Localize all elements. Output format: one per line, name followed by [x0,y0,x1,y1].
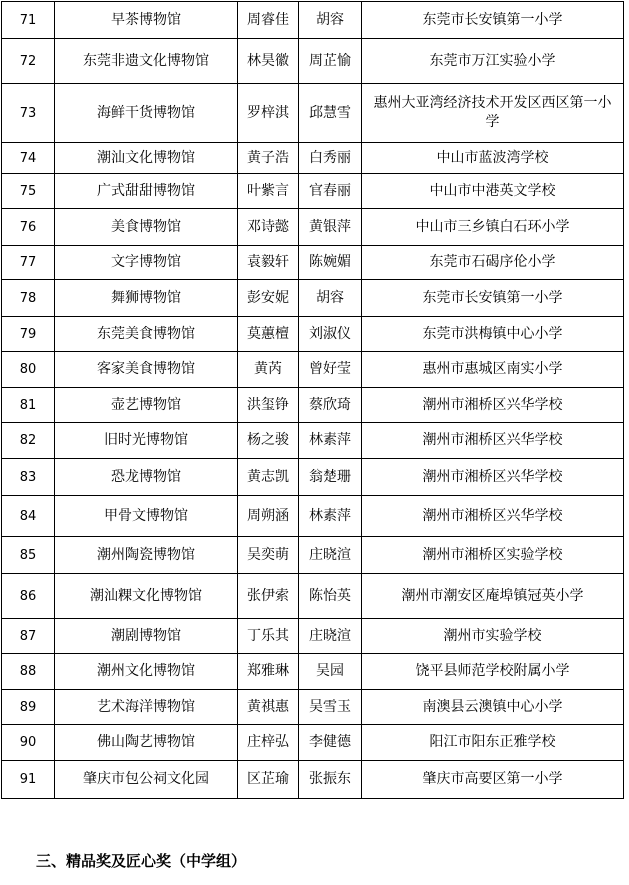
cell-museum-name: 旧时光博物馆 [55,423,238,459]
cell-teacher-name: 胡容 [299,2,362,39]
table-row [2,174,624,209]
cell-number: 71 [2,2,55,39]
cell-museum-name: 潮汕粿文化博物馆 [55,574,238,619]
cell-school-name: 中山市蓝波湾学校 [362,143,624,174]
award-list-table [1,1,624,799]
cell-number: 84 [2,496,55,537]
table-row [2,619,624,654]
cell-museum-name: 甲骨文博物馆 [55,496,238,537]
cell-museum-name: 客家美食博物馆 [55,352,238,388]
table-row [2,725,624,761]
cell-museum-name: 艺术海洋博物馆 [55,690,238,725]
cell-number: 73 [2,84,55,143]
cell-museum-name: 广式甜甜博物馆 [55,174,238,209]
cell-museum-name: 东莞美食博物馆 [55,317,238,352]
cell-number: 82 [2,423,55,459]
cell-student-name: 莫蕙檀 [238,317,299,352]
cell-museum-name: 壶艺博物馆 [55,388,238,423]
table-row [2,459,624,496]
cell-school-name: 东莞市万江实验小学 [362,39,624,84]
cell-number: 91 [2,761,55,799]
cell-student-name: 林昊徽 [238,39,299,84]
cell-school-name: 潮州市湘桥区兴华学校 [362,423,624,459]
table-row [2,209,624,246]
cell-teacher-name: 周芷愉 [299,39,362,84]
cell-school-name: 潮州市湘桥区兴华学校 [362,459,624,496]
cell-student-name: 丁乐其 [238,619,299,654]
cell-number: 88 [2,654,55,690]
cell-teacher-name: 官春丽 [299,174,362,209]
cell-teacher-name: 胡容 [299,280,362,317]
table-row [2,2,624,39]
cell-school-name: 东莞市长安镇第一小学 [362,280,624,317]
table-row [2,143,624,174]
cell-teacher-name: 白秀丽 [299,143,362,174]
cell-number: 79 [2,317,55,352]
cell-number: 78 [2,280,55,317]
cell-school-name: 潮州市潮安区庵埠镇冠英小学 [362,574,624,619]
cell-teacher-name: 林素萍 [299,423,362,459]
cell-school-name: 惠州市惠城区南实小学 [362,352,624,388]
cell-school-name: 中山市三乡镇白石环小学 [362,209,624,246]
cell-number: 86 [2,574,55,619]
section-heading: 三、精品奖及匠心奖（中学组） [36,852,247,870]
cell-number: 75 [2,174,55,209]
table-row [2,761,624,799]
table-row [2,280,624,317]
cell-teacher-name: 庄晓渲 [299,619,362,654]
table-row [2,574,624,619]
cell-number: 74 [2,143,55,174]
cell-student-name: 黄芮 [238,352,299,388]
table-row [2,352,624,388]
cell-number: 83 [2,459,55,496]
cell-museum-name: 佛山陶艺博物馆 [55,725,238,761]
cell-student-name: 彭安妮 [238,280,299,317]
cell-student-name: 邓诗懿 [238,209,299,246]
table-row [2,246,624,280]
cell-student-name: 区芷瑜 [238,761,299,799]
cell-school-name: 东莞市洪梅镇中心小学 [362,317,624,352]
cell-student-name: 张伊索 [238,574,299,619]
cell-teacher-name: 李健德 [299,725,362,761]
cell-museum-name: 美食博物馆 [55,209,238,246]
cell-number: 87 [2,619,55,654]
cell-school-name: 东莞市长安镇第一小学 [362,2,624,39]
cell-museum-name: 文字博物馆 [55,246,238,280]
table-row [2,654,624,690]
cell-museum-name: 潮剧博物馆 [55,619,238,654]
cell-teacher-name: 庄晓渲 [299,537,362,574]
table-row [2,317,624,352]
cell-number: 85 [2,537,55,574]
cell-school-name: 肇庆市高要区第一小学 [362,761,624,799]
cell-school-name: 中山市中港英文学校 [362,174,624,209]
cell-school-name: 潮州市湘桥区兴华学校 [362,496,624,537]
cell-number: 80 [2,352,55,388]
cell-number: 81 [2,388,55,423]
table-row [2,423,624,459]
cell-student-name: 黄子浩 [238,143,299,174]
cell-teacher-name: 吴雪玉 [299,690,362,725]
cell-teacher-name: 黄银萍 [299,209,362,246]
cell-teacher-name: 翁楚珊 [299,459,362,496]
cell-number: 72 [2,39,55,84]
cell-teacher-name: 蔡欣琦 [299,388,362,423]
cell-student-name: 黄祺惠 [238,690,299,725]
cell-number: 90 [2,725,55,761]
table-row [2,39,624,84]
cell-student-name: 黄志凯 [238,459,299,496]
cell-teacher-name: 邱慧雪 [299,84,362,143]
cell-museum-name: 肇庆市包公祠文化园 [55,761,238,799]
cell-school-name: 潮州市实验学校 [362,619,624,654]
cell-student-name: 周朔涵 [238,496,299,537]
table-row [2,388,624,423]
cell-museum-name: 恐龙博物馆 [55,459,238,496]
cell-teacher-name: 林素萍 [299,496,362,537]
cell-school-name: 饶平县师范学校附属小学 [362,654,624,690]
cell-student-name: 杨之骏 [238,423,299,459]
cell-student-name: 洪玺铮 [238,388,299,423]
table-row [2,496,624,537]
cell-museum-name: 东莞非遗文化博物馆 [55,39,238,84]
cell-student-name: 吴奕萌 [238,537,299,574]
cell-museum-name: 潮汕文化博物馆 [55,143,238,174]
cell-student-name: 罗梓淇 [238,84,299,143]
cell-museum-name: 潮州文化博物馆 [55,654,238,690]
table-row [2,690,624,725]
cell-teacher-name: 陈怡英 [299,574,362,619]
cell-number: 77 [2,246,55,280]
cell-number: 89 [2,690,55,725]
table-row [2,84,624,143]
cell-school-name: 潮州市湘桥区实验学校 [362,537,624,574]
cell-teacher-name: 刘淑仪 [299,317,362,352]
cell-museum-name: 舞狮博物馆 [55,280,238,317]
cell-student-name: 郑雅琳 [238,654,299,690]
cell-student-name: 庄梓弘 [238,725,299,761]
cell-museum-name: 海鲜干货博物馆 [55,84,238,143]
cell-school-name: 潮州市湘桥区兴华学校 [362,388,624,423]
cell-teacher-name: 曾好莹 [299,352,362,388]
cell-student-name: 叶紫言 [238,174,299,209]
cell-student-name: 周睿佳 [238,2,299,39]
cell-student-name: 袁毅轩 [238,246,299,280]
cell-school-name: 南澳县云澳镇中心小学 [362,690,624,725]
cell-teacher-name: 吴园 [299,654,362,690]
table-row [2,537,624,574]
cell-teacher-name: 张振东 [299,761,362,799]
cell-school-name: 惠州大亚湾经济技术开发区西区第一小学 [362,84,624,143]
cell-number: 76 [2,209,55,246]
cell-museum-name: 早茶博物馆 [55,2,238,39]
cell-school-name: 阳江市阳东正雅学校 [362,725,624,761]
cell-museum-name: 潮州陶瓷博物馆 [55,537,238,574]
cell-teacher-name: 陈婉媚 [299,246,362,280]
award-table-body [2,2,624,799]
cell-school-name: 东莞市石碣序伦小学 [362,246,624,280]
